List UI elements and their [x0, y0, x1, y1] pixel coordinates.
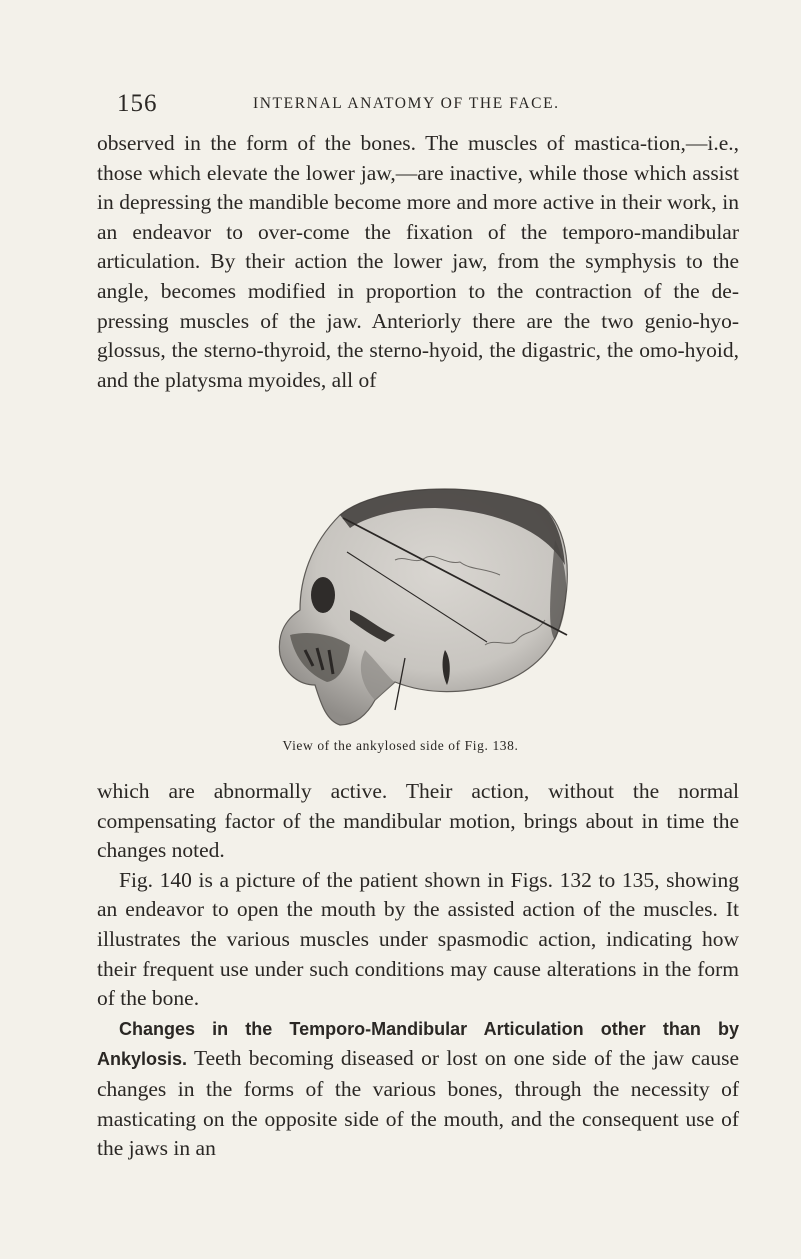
body-text-top — [97, 129, 739, 395]
skull-figure — [255, 470, 585, 735]
figure-caption: View of the ankylosed side of Fig. 138. — [282, 738, 519, 753]
orbit-shape — [311, 577, 335, 613]
skull-illustration — [255, 470, 585, 735]
runin-heading: Changes in the Temporo-Mandibular Articulation other than by Ankylosis. — [97, 1018, 739, 1070]
running-head: INTERNAL ANATOMY OF THE FACE. — [253, 95, 560, 112]
paragraph: Fig. 140 is a picture of the patient shown in Figs. 132 to 135, showing an endeavor to open the mouth by the assisted action of the muscles. It illustrates the various muscles under spasmodic action, indicating how their frequent use under such conditions may cause alterations in the form of the bone. — [97, 867, 739, 1011]
section-text: Teeth becoming diseased or lost on one side of the jaw cause changes in the forms of the various bones, through the necessity of masticating on the opposite side of the mouth, and the consequent use of the jaws in an — [97, 1046, 739, 1161]
section-paragraph — [97, 1014, 739, 1164]
paragraph: observed in the form of the bones. The muscles of mastica-tion,—i.e., those which elevate the lower jaw,—are inactive, while those which assist in depressing the mandible become more and more active in their work, in an endeavor to over-come the fixation of the temporo-mandibular articulation. By their action the lower jaw, from the symphysis to the angle, becomes modified in proportion to the contraction of the de-pressing muscles of the jaw. Anteriorly there are the two genio-hyo-glossus, the sterno-thyroid, the sterno-hyoid, the digastric, the omo-hyoid, and the platysma myoides, all of — [97, 131, 739, 392]
body-text-bottom — [97, 777, 739, 1164]
page-header — [117, 90, 757, 120]
paragraph: which are abnormally active. Their action, without the normal compensating factor of the mandibular motion, brings about in time the changes noted. — [97, 779, 739, 863]
page-number: 156 — [117, 90, 158, 117]
